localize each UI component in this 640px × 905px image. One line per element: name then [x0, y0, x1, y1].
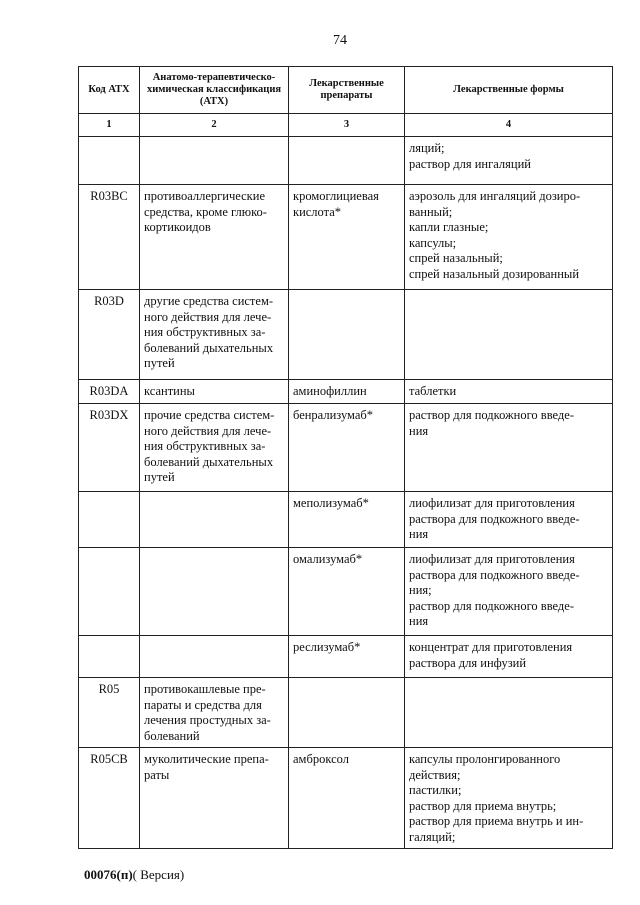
cell-line: лечения простудных за- — [144, 713, 271, 727]
cell-line: аэрозоль для ингаляций дозиро- — [409, 189, 581, 203]
cell-line: галяций; — [409, 829, 456, 844]
header-forms: Лекарственные формы — [405, 67, 613, 114]
dosage-form-cell — [405, 380, 613, 404]
cell-line: болеваний — [144, 728, 200, 743]
cell-line: раствора для подкожного введе- — [409, 511, 580, 526]
cell-line: раствор для подкожного введе- — [409, 598, 574, 613]
cell-line: муколитические препа- — [144, 752, 269, 766]
cell-line: омализумаб* — [293, 552, 363, 566]
cell-line: спрей назальный дозированный — [409, 266, 580, 281]
table-row — [79, 290, 613, 380]
table-header-row — [79, 67, 613, 114]
cell-line: прочие средства систем- — [144, 408, 275, 422]
column-number: 3 — [289, 114, 405, 137]
table-row — [79, 548, 613, 636]
classification-cell — [140, 678, 289, 748]
cell-line: ния; — [409, 583, 432, 597]
atx-code-cell — [79, 636, 140, 678]
cell-line: бенрализумаб* — [293, 408, 374, 422]
cell-line: раствор для подкожного введе- — [409, 408, 574, 422]
cell-line: противоаллергические — [144, 189, 265, 203]
drug-cell — [289, 185, 405, 290]
classification-cell — [140, 404, 289, 492]
classification-cell — [140, 290, 289, 380]
cell-line: концентрат для приготовления — [409, 640, 573, 654]
cell-line: амброксол — [293, 752, 349, 766]
cell-line: ляций; — [409, 141, 445, 155]
atx-code-cell: R03D — [79, 290, 140, 380]
column-number: 1 — [79, 114, 140, 137]
cell-line: меполизумаб* — [293, 496, 369, 510]
cell-line: ванный; — [409, 204, 453, 219]
column-numbers-row — [79, 114, 613, 137]
cell-line: кортикоидов — [144, 220, 211, 234]
column-number: 2 — [140, 114, 289, 137]
table-row — [79, 636, 613, 678]
cell-line: ния обструктивных за- — [144, 439, 266, 453]
drug-cell — [289, 492, 405, 548]
cell-line: пастилки; — [409, 783, 462, 797]
cell-line: средства, кроме глюко- — [144, 204, 267, 219]
cell-line: болеваний дыхательных — [144, 340, 274, 355]
cell-line: ния — [409, 527, 429, 541]
dosage-form-cell — [405, 678, 613, 748]
drug-cell — [289, 380, 405, 404]
document-footer — [84, 867, 184, 883]
table-row — [79, 678, 613, 748]
dosage-form-cell — [405, 404, 613, 492]
table-row — [79, 380, 613, 404]
atx-code-cell — [79, 492, 140, 548]
cell-line: реслизумаб* — [293, 640, 361, 654]
drug-cell — [289, 137, 405, 185]
classification-cell — [140, 492, 289, 548]
dosage-form-cell — [405, 290, 613, 380]
table-row — [79, 748, 613, 849]
cell-line: раствор для приема внутрь; — [409, 798, 557, 813]
cell-line: лиофилизат для приготовления — [409, 496, 575, 510]
cell-line: спрей назальный; — [409, 251, 503, 265]
cell-line: ного действия для лече- — [144, 423, 272, 438]
table-row — [79, 137, 613, 185]
classification-cell — [140, 748, 289, 849]
classification-cell — [140, 185, 289, 290]
dosage-form-cell — [405, 748, 613, 849]
cell-line: действия; — [409, 767, 461, 782]
atx-code-cell: R05CB — [79, 748, 140, 849]
atx-code-cell: R05 — [79, 678, 140, 748]
cell-line: раты — [144, 767, 170, 782]
atx-code-cell: R03BC — [79, 185, 140, 290]
atx-code-cell: R03DX — [79, 404, 140, 492]
cell-line: другие средства систем- — [144, 294, 274, 308]
cell-line: раствор для приема внутрь и ин- — [409, 814, 584, 828]
cell-line: ного действия для лече- — [144, 309, 272, 324]
footer-code: 00076(п) — [84, 867, 133, 882]
table-row — [79, 185, 613, 290]
cell-line: параты и средства для — [144, 697, 262, 712]
cell-line: ния — [409, 423, 429, 438]
drug-cell — [289, 404, 405, 492]
cell-line: кромоглициевая — [293, 189, 379, 203]
footer-version: ( Версия) — [132, 867, 185, 882]
drug-cell — [289, 678, 405, 748]
cell-line: аминофиллин — [293, 384, 367, 398]
dosage-form-cell — [405, 492, 613, 548]
cell-line: противокашлевые пре- — [144, 682, 266, 696]
cell-line: капли глазные; — [409, 220, 489, 234]
page-number: 74 — [333, 33, 347, 48]
atx-table — [78, 66, 613, 849]
cell-line: капсулы пролонгированного — [409, 752, 561, 766]
classification-cell — [140, 137, 289, 185]
atx-code-cell — [79, 137, 140, 185]
dosage-form-cell — [405, 636, 613, 678]
table-row — [79, 492, 613, 548]
drug-cell — [289, 636, 405, 678]
cell-line: таблетки — [409, 384, 457, 398]
drug-cell — [289, 290, 405, 380]
header-code: Код АТХ — [79, 67, 140, 114]
cell-line: путей — [144, 470, 175, 484]
header-drugs: Лекарственные препараты — [289, 67, 405, 114]
cell-line: болеваний дыхательных — [144, 454, 274, 469]
cell-line: раствора для подкожного введе- — [409, 567, 580, 582]
dosage-form-cell — [405, 137, 613, 185]
classification-cell — [140, 380, 289, 404]
drug-cell — [289, 548, 405, 636]
cell-line: кислота* — [293, 204, 342, 219]
cell-line: ксантины — [144, 384, 195, 398]
cell-line: раствор для ингаляций — [409, 156, 531, 171]
dosage-form-cell — [405, 185, 613, 290]
cell-line: путей — [144, 356, 175, 370]
classification-cell — [140, 636, 289, 678]
dosage-form-cell — [405, 548, 613, 636]
cell-line: раствора для инфузий — [409, 655, 527, 670]
table-row — [79, 404, 613, 492]
cell-line: ния обструктивных за- — [144, 325, 266, 339]
cell-line: капсулы; — [409, 235, 457, 250]
atx-code-cell: R03DA — [79, 380, 140, 404]
drug-cell — [289, 748, 405, 849]
classification-cell — [140, 548, 289, 636]
cell-line: лиофилизат для приготовления — [409, 552, 575, 566]
column-number: 4 — [405, 114, 613, 137]
cell-line: ния — [409, 614, 429, 628]
header-classification: Анатомо-терапевтическо-химическая классификация (АТХ) — [140, 67, 289, 114]
atx-code-cell — [79, 548, 140, 636]
